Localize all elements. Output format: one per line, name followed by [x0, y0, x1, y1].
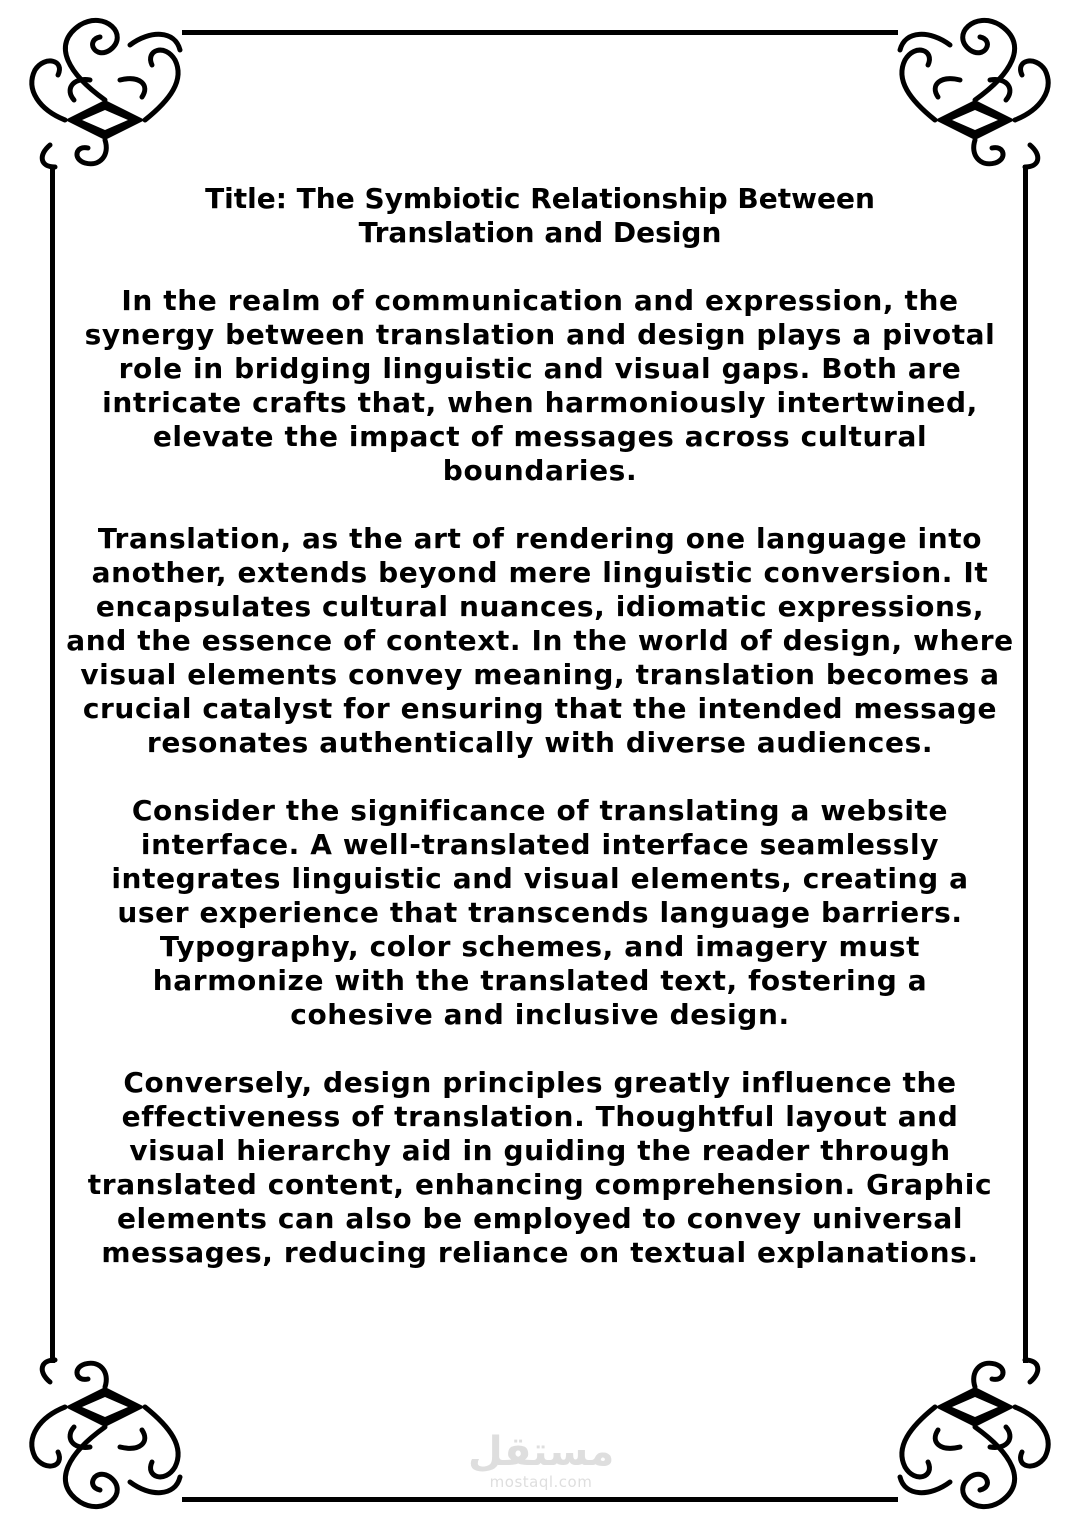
watermark-url-text: mostaql.com	[489, 1473, 593, 1491]
document-body	[62, 182, 1018, 1270]
paragraph-3: Consider the significance of translating a website interface. A well-translated interface seamlessly integrates linguistic and visual elements, creating a user experience that transcends language barriers. Typography, color schemes, and imagery must harmonize with the translated text, fostering a cohesive and inclusive design.	[111, 794, 969, 1031]
document-title: Title: The Symbiotic Relationship Between Translation and Design	[205, 182, 875, 249]
paragraph-1: In the realm of communication and expression, the synergy between translation and design plays a pivotal role in bridging linguistic and visual gaps. Both are intricate crafts that, when harmoniously intertwined, elevate the impact of messages across cultural boundaries.	[84, 284, 996, 487]
frame-top-line	[182, 30, 898, 35]
paragraph-4: Conversely, design principles greatly influence the effectiveness of translation. Thoughtful layout and visual hierarchy aid in guiding the reader through translated content, enhancing comprehension. Graphic elements can also be employed to convey universal messages, reducing reliance on textual explanations.	[87, 1066, 993, 1269]
watermark-arabic-text: مستقل	[468, 1429, 615, 1475]
frame-right-line	[1023, 165, 1028, 1363]
paragraph-2: Translation, as the art of rendering one language into another, extends beyond mere linguistic conversion. It encapsulates cultural nuances, idiomatic expressions, and the essence of context. In the world of design, where visual elements convey meaning, translation becomes a crucial catalyst for ensuring that the intended message resonates authentically with diverse audiences.	[66, 522, 1014, 759]
corner-ornament-bottom-right-icon	[880, 1352, 1070, 1522]
watermark-logo	[468, 1430, 614, 1490]
corner-ornament-top-left-icon	[10, 5, 200, 175]
frame-bottom-line	[182, 1497, 898, 1502]
corner-ornament-bottom-left-icon	[10, 1352, 200, 1522]
frame-left-line	[50, 165, 55, 1363]
corner-ornament-top-right-icon	[880, 5, 1070, 175]
